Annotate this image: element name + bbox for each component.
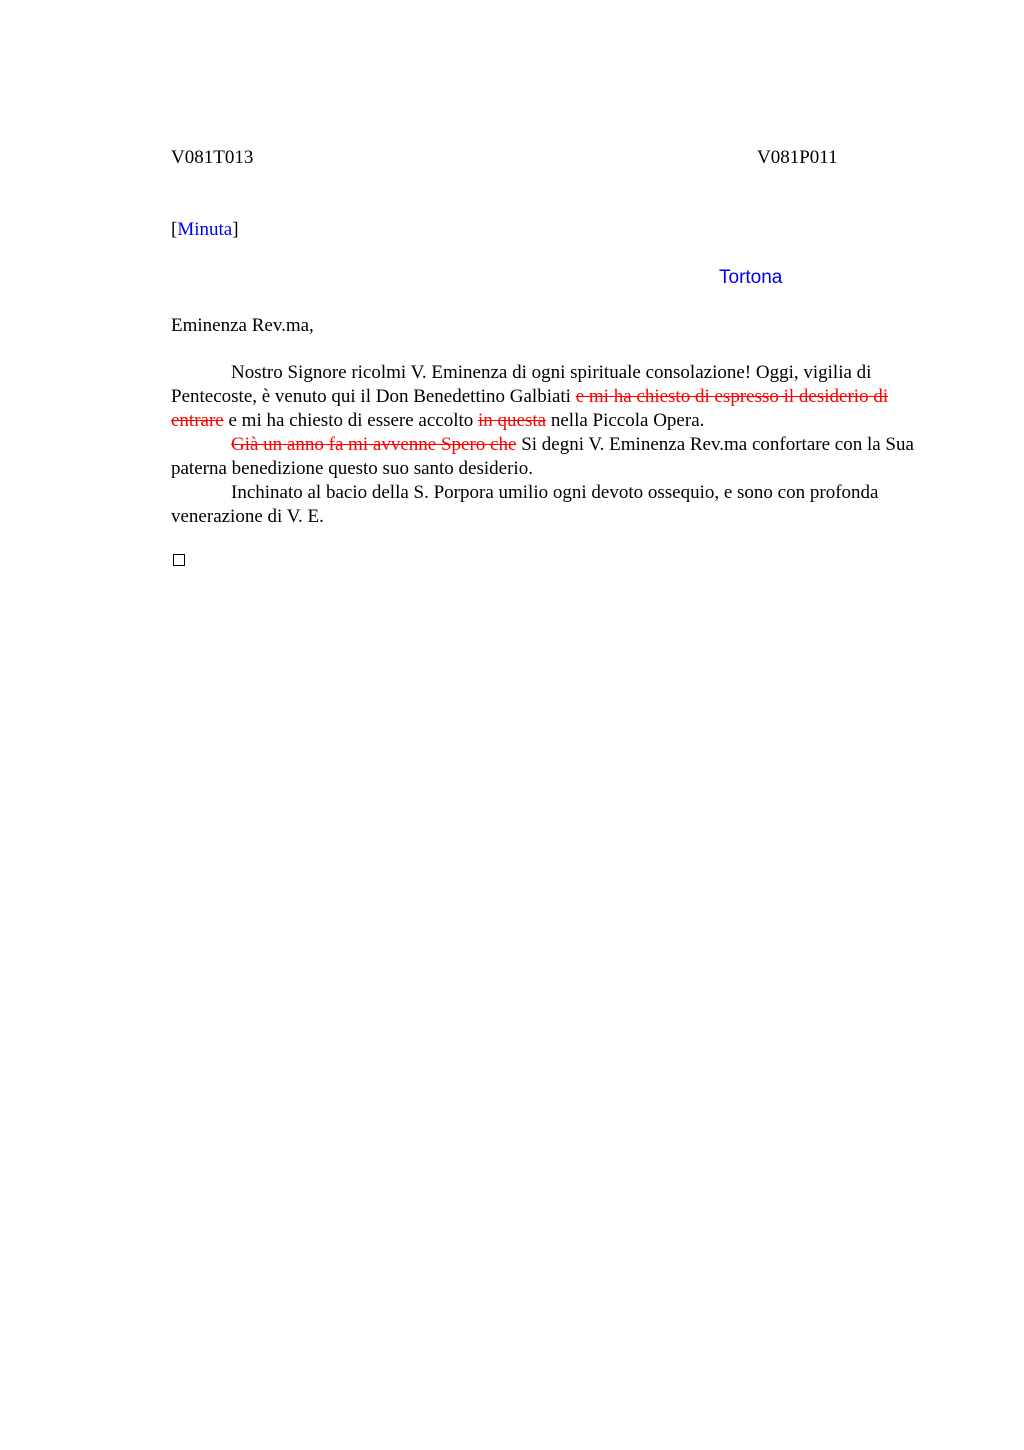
document-code-left: V081T013 bbox=[171, 147, 254, 168]
paragraph-1-deletion-b: in questa bbox=[478, 410, 547, 431]
paragraph-3-text-a: Inchinato al bacio della S. Porpora umilio ogni devoto ossequio, e sono con profonda venerazione di V. E. bbox=[171, 482, 879, 527]
paragraph-2-deletion-a: Già un anno fa mi avvenne Spero che bbox=[231, 434, 517, 455]
paragraph-3 bbox=[171, 481, 931, 529]
paragraph-2-text-a: Si degni V. Eminenza Rev.ma confortare con la Sua paterna benedizione questo suo santo desiderio. bbox=[171, 434, 914, 479]
paragraph-1-deletion-a: e mi ha chiesto di espresso il desiderio di entrare bbox=[171, 386, 889, 431]
paragraph-1-text-a: Nostro Signore ricolmi V. Eminenza di ogni spirituale consolazione! Oggi, vigilia di Pentecoste, è venuto qui il Don Benedettino Galbiati bbox=[171, 362, 872, 407]
paragraph-2 bbox=[171, 433, 931, 481]
letter-body bbox=[171, 361, 931, 529]
paragraph-1-text-c: nella Piccola Opera. bbox=[546, 410, 705, 431]
close-bracket: ] bbox=[232, 219, 239, 240]
paragraph-1 bbox=[171, 361, 931, 433]
document-code-right: V081P011 bbox=[757, 147, 838, 168]
open-bracket: [ bbox=[171, 219, 178, 240]
empty-box-icon bbox=[173, 554, 185, 566]
minuta-note bbox=[171, 218, 239, 242]
salutation: Eminenza Rev.ma, bbox=[171, 315, 314, 336]
paragraph-1-text-b: e mi ha chiesto di essere accolto bbox=[223, 410, 479, 431]
place-name: Tortona bbox=[719, 267, 783, 288]
minuta-label: Minuta bbox=[177, 219, 233, 240]
